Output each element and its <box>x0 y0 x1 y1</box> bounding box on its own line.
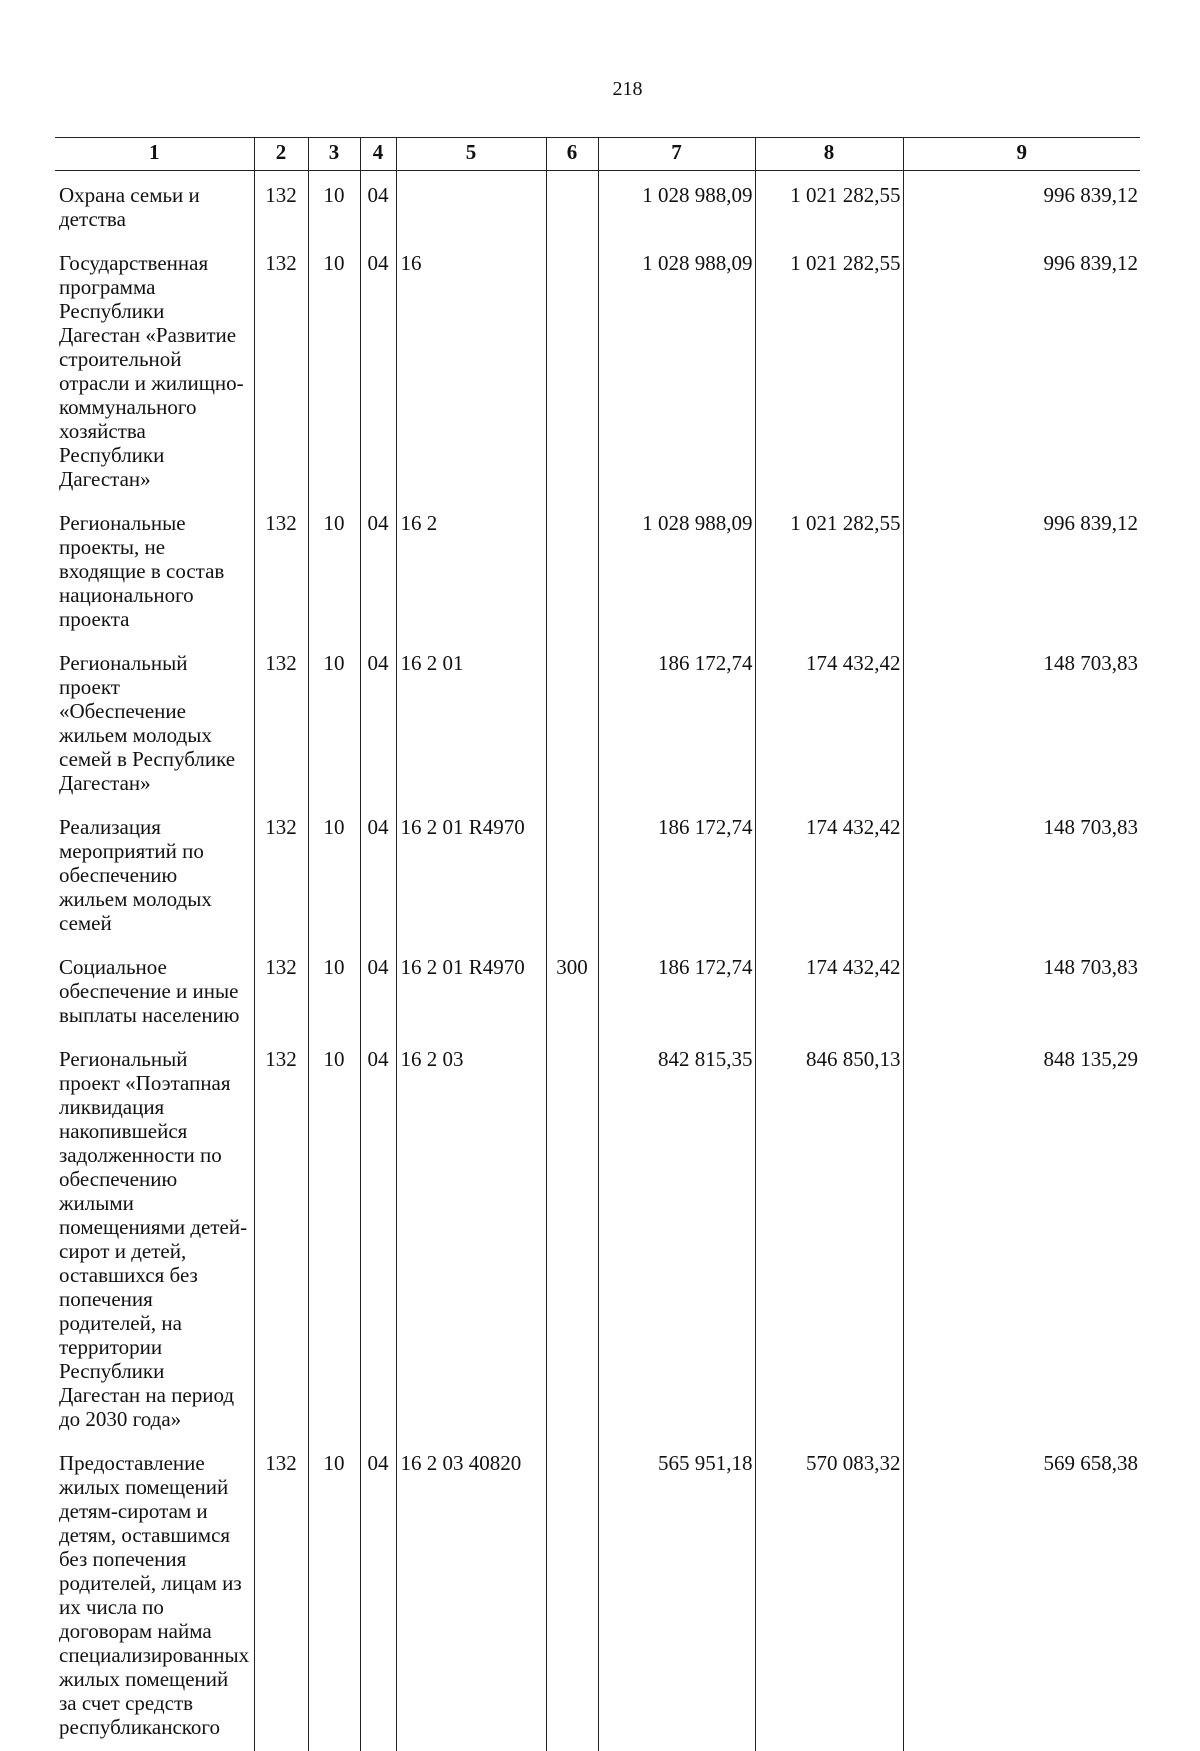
row-name: Региональные проекты, не входящие в состав национального проекта <box>55 511 254 651</box>
cell-expense-type <box>546 171 598 252</box>
table-row <box>55 651 1140 815</box>
column-header: 6 <box>546 138 598 171</box>
cell-amount-7: 186 172,74 <box>598 955 755 1047</box>
cell-section-code: 10 <box>308 251 360 511</box>
table-row <box>55 1047 1140 1451</box>
cell-amount-9: 148 703,83 <box>903 815 1140 955</box>
row-name: Предоставление жилых помещений детям-сиротам и детям, оставшимся без попечения родителей, лицам из их числа по договорам найма специализированных жилых помещений за счет средств республиканского <box>55 1451 254 1751</box>
column-header: 9 <box>903 138 1140 171</box>
cell-expense-type <box>546 815 598 955</box>
cell-ministry-code: 132 <box>254 511 308 651</box>
cell-amount-8: 846 850,13 <box>755 1047 903 1451</box>
page-number: 218 <box>612 78 643 100</box>
cell-subsection-code: 04 <box>360 511 396 651</box>
cell-expense-type <box>546 651 598 815</box>
cell-subsection-code: 04 <box>360 171 396 252</box>
column-header: 2 <box>254 138 308 171</box>
row-name: Социальное обеспечение и иные выплаты населению <box>55 955 254 1047</box>
cell-amount-9: 996 839,12 <box>903 251 1140 511</box>
cell-subsection-code: 04 <box>360 651 396 815</box>
cell-amount-7: 186 172,74 <box>598 815 755 955</box>
row-name: Региональный проект «Обеспечение жильем молодых семей в Республике Дагестан» <box>55 651 254 815</box>
cell-amount-8: 174 432,42 <box>755 955 903 1047</box>
cell-expense-type <box>546 1047 598 1451</box>
cell-ministry-code: 132 <box>254 1451 308 1751</box>
cell-subsection-code: 04 <box>360 1047 396 1451</box>
table-row <box>55 955 1140 1047</box>
cell-amount-8: 174 432,42 <box>755 651 903 815</box>
cell-amount-7: 1 028 988,09 <box>598 511 755 651</box>
cell-amount-9: 148 703,83 <box>903 651 1140 815</box>
column-header: 1 <box>55 138 254 171</box>
cell-subsection-code: 04 <box>360 251 396 511</box>
cell-amount-8: 1 021 282,55 <box>755 511 903 651</box>
cell-section-code: 10 <box>308 1451 360 1751</box>
table-row <box>55 815 1140 955</box>
row-name: Реализация мероприятий по обеспечению жильем молодых семей <box>55 815 254 955</box>
cell-amount-8: 1 021 282,55 <box>755 251 903 511</box>
cell-section-code: 10 <box>308 815 360 955</box>
cell-amount-9: 569 658,38 <box>903 1451 1140 1751</box>
column-header: 5 <box>396 138 546 171</box>
column-header: 4 <box>360 138 396 171</box>
row-name: Охрана семьи и детства <box>55 171 254 252</box>
cell-expense-type <box>546 511 598 651</box>
cell-section-code: 10 <box>308 651 360 815</box>
cell-amount-7: 565 951,18 <box>598 1451 755 1751</box>
cell-target-code: 16 2 01 R4970 <box>396 815 546 955</box>
cell-subsection-code: 04 <box>360 1451 396 1751</box>
cell-amount-9: 996 839,12 <box>903 171 1140 252</box>
cell-section-code: 10 <box>308 955 360 1047</box>
cell-ministry-code: 132 <box>254 1047 308 1451</box>
row-name: Государственная программа Республики Дагестан «Развитие строительной отрасли и жилищно-коммунального хозяйства Республики Дагестан» <box>55 251 254 511</box>
cell-amount-9: 848 135,29 <box>903 1047 1140 1451</box>
cell-ministry-code: 132 <box>254 955 308 1047</box>
cell-target-code: 16 2 01 <box>396 651 546 815</box>
table-row <box>55 1451 1140 1751</box>
cell-section-code: 10 <box>308 511 360 651</box>
cell-ministry-code: 132 <box>254 651 308 815</box>
cell-amount-9: 148 703,83 <box>903 955 1140 1047</box>
cell-amount-7: 1 028 988,09 <box>598 171 755 252</box>
table-row <box>55 171 1140 252</box>
row-name: Региональный проект «Поэтапная ликвидация накопившейся задолженности по обеспечению жилыми помещениями детей-сирот и детей, оставшихся без попечения родителей, на территории Республики Дагестан на период до 2030 года» <box>55 1047 254 1451</box>
cell-expense-type <box>546 1451 598 1751</box>
cell-ministry-code: 132 <box>254 171 308 252</box>
table-header-row <box>55 138 1140 171</box>
cell-target-code: 16 2 01 R4970 <box>396 955 546 1047</box>
cell-amount-8: 174 432,42 <box>755 815 903 955</box>
cell-amount-7: 186 172,74 <box>598 651 755 815</box>
cell-expense-type: 300 <box>546 955 598 1047</box>
column-header: 8 <box>755 138 903 171</box>
budget-table <box>55 137 1140 1751</box>
cell-target-code: 16 <box>396 251 546 511</box>
cell-amount-8: 1 021 282,55 <box>755 171 903 252</box>
cell-amount-7: 1 028 988,09 <box>598 251 755 511</box>
column-header: 7 <box>598 138 755 171</box>
cell-ministry-code: 132 <box>254 251 308 511</box>
table-row <box>55 511 1140 651</box>
cell-subsection-code: 04 <box>360 955 396 1047</box>
cell-amount-7: 842 815,35 <box>598 1047 755 1451</box>
cell-target-code: 16 2 <box>396 511 546 651</box>
cell-section-code: 10 <box>308 1047 360 1451</box>
cell-amount-8: 570 083,32 <box>755 1451 903 1751</box>
cell-subsection-code: 04 <box>360 815 396 955</box>
cell-target-code <box>396 171 546 252</box>
cell-target-code: 16 2 03 40820 <box>396 1451 546 1751</box>
cell-target-code: 16 2 03 <box>396 1047 546 1451</box>
cell-amount-9: 996 839,12 <box>903 511 1140 651</box>
table-row <box>55 251 1140 511</box>
column-header: 3 <box>308 138 360 171</box>
cell-expense-type <box>546 251 598 511</box>
cell-section-code: 10 <box>308 171 360 252</box>
cell-ministry-code: 132 <box>254 815 308 955</box>
